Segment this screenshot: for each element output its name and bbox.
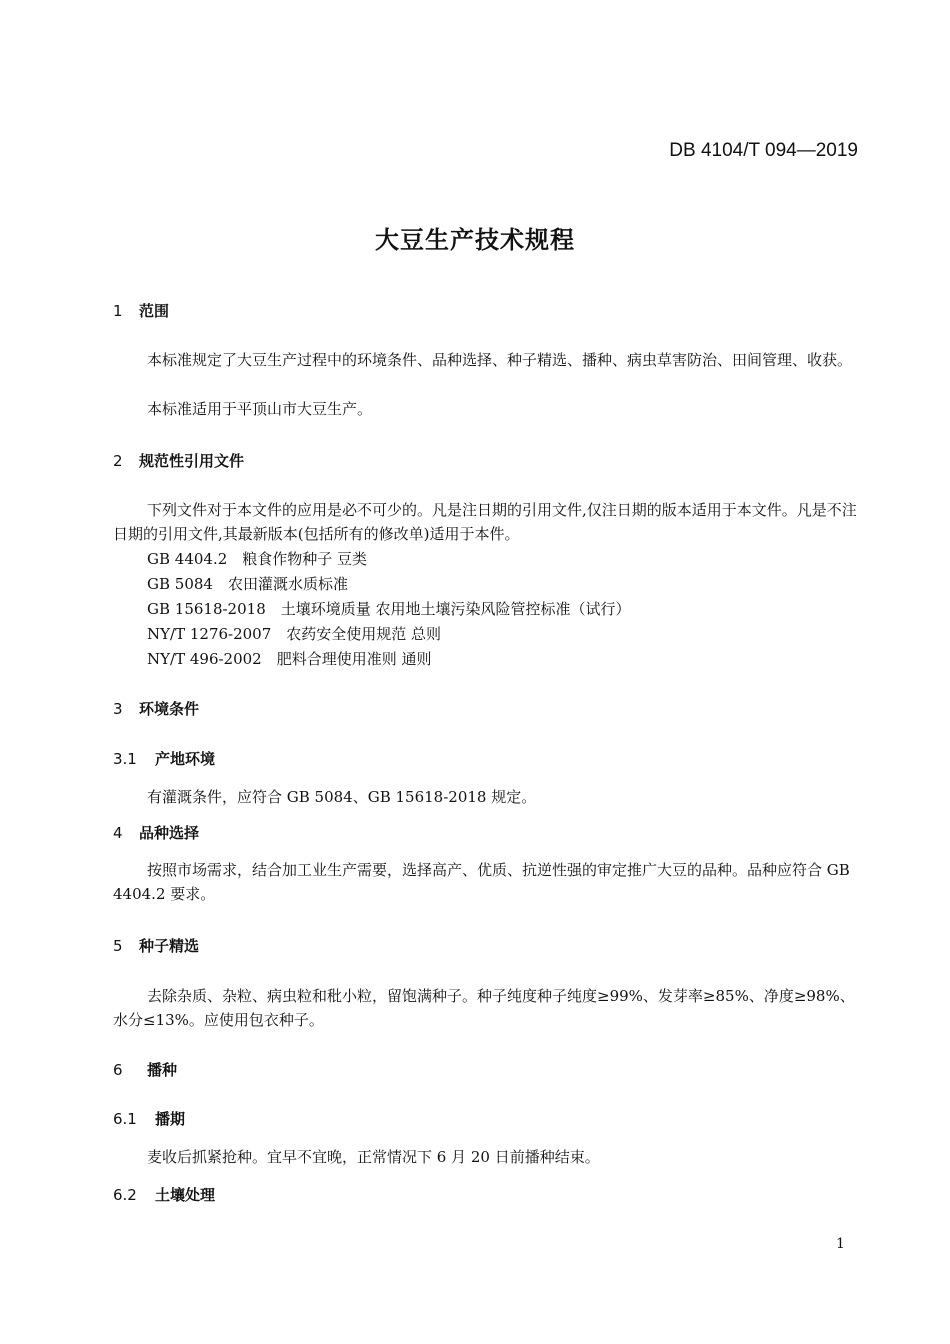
reference-item: NY/T 1276-2007 农药安全使用规范 总则 [147,625,442,643]
section-3-1-paragraph: 有灌溉条件，应符合 GB 5084、GB 15618-2018 规定。 [147,788,537,806]
section-2-paragraph: 下列文件对于本文件的应用是必不可少的。凡是注日期的引用文件,仅注日期的版本适用于本文件。凡是不注日期的引用文件,其最新版本(包括所有的修改单)适用于本件。 [113,501,857,543]
section-title: 播种 [147,1061,178,1079]
section-2-heading [113,450,244,471]
section-number: 6.2 [113,1186,137,1204]
section-4-paragraph: 按照市场需求，结合加工业生产需要，选择高产、优质、抗逆性强的审定推广大豆的品种。品种应符合 GB 4404.2 要求。 [113,861,850,903]
reference-item: NY/T 496-2002 肥料合理使用准则 通则 [147,650,432,668]
section-3-heading [113,698,199,719]
document-code: DB 4104/T 094—2019 [669,140,858,161]
section-1-paragraph-1: 本标准规定了大豆生产过程中的环境条件、品种选择、种子精选、播种、病虫草害防治、田间管理、收获。 [147,351,853,369]
section-number: 3.1 [113,750,137,768]
section-title: 土壤处理 [155,1186,216,1204]
section-number: 2 [113,452,123,470]
page-number: 1 [836,1236,845,1252]
section-number: 6.1 [113,1110,137,1128]
section-title: 规范性引用文件 [139,452,245,470]
section-3-1-heading [113,748,215,769]
section-6-1-heading [113,1108,185,1129]
reference-item: GB 5084 农田灌溉水质标准 [147,575,348,593]
section-title: 范围 [139,302,170,320]
section-1-heading [113,300,169,321]
section-1-paragraph-2: 本标准适用于平顶山市大豆生产。 [147,400,373,418]
section-6-1-paragraph: 麦收后抓紧抢种。宜早不宜晚，正常情况下 6 月 20 日前播种结束。 [147,1148,600,1166]
section-title: 种子精选 [139,937,200,955]
section-title: 品种选择 [139,824,200,842]
section-5-paragraph: 去除杂质、杂粒、病虫粒和秕小粒，留饱满种子。种子纯度种子纯度≥99%、发芽率≥85%、净度≥98%、水分≤13%。应使用包衣种子。 [113,987,855,1029]
section-number: 6 [113,1061,123,1079]
section-4-heading [113,822,199,843]
section-6-heading [113,1059,177,1080]
section-number: 3 [113,700,123,718]
section-6-2-heading [113,1184,215,1205]
section-number: 5 [113,937,123,955]
section-title: 播期 [155,1110,186,1128]
reference-item: GB 4404.2 粮食作物种子 豆类 [147,550,368,568]
reference-item: GB 15618-2018 土壤环境质量 农用地土壤污染风险管控标准（试行） [147,600,631,618]
page-title: 大豆生产技术规程 [375,226,575,254]
section-title: 环境条件 [139,700,200,718]
section-number: 4 [113,824,123,842]
section-number: 1 [113,302,123,320]
section-title: 产地环境 [155,750,216,768]
section-5-heading [113,935,199,956]
